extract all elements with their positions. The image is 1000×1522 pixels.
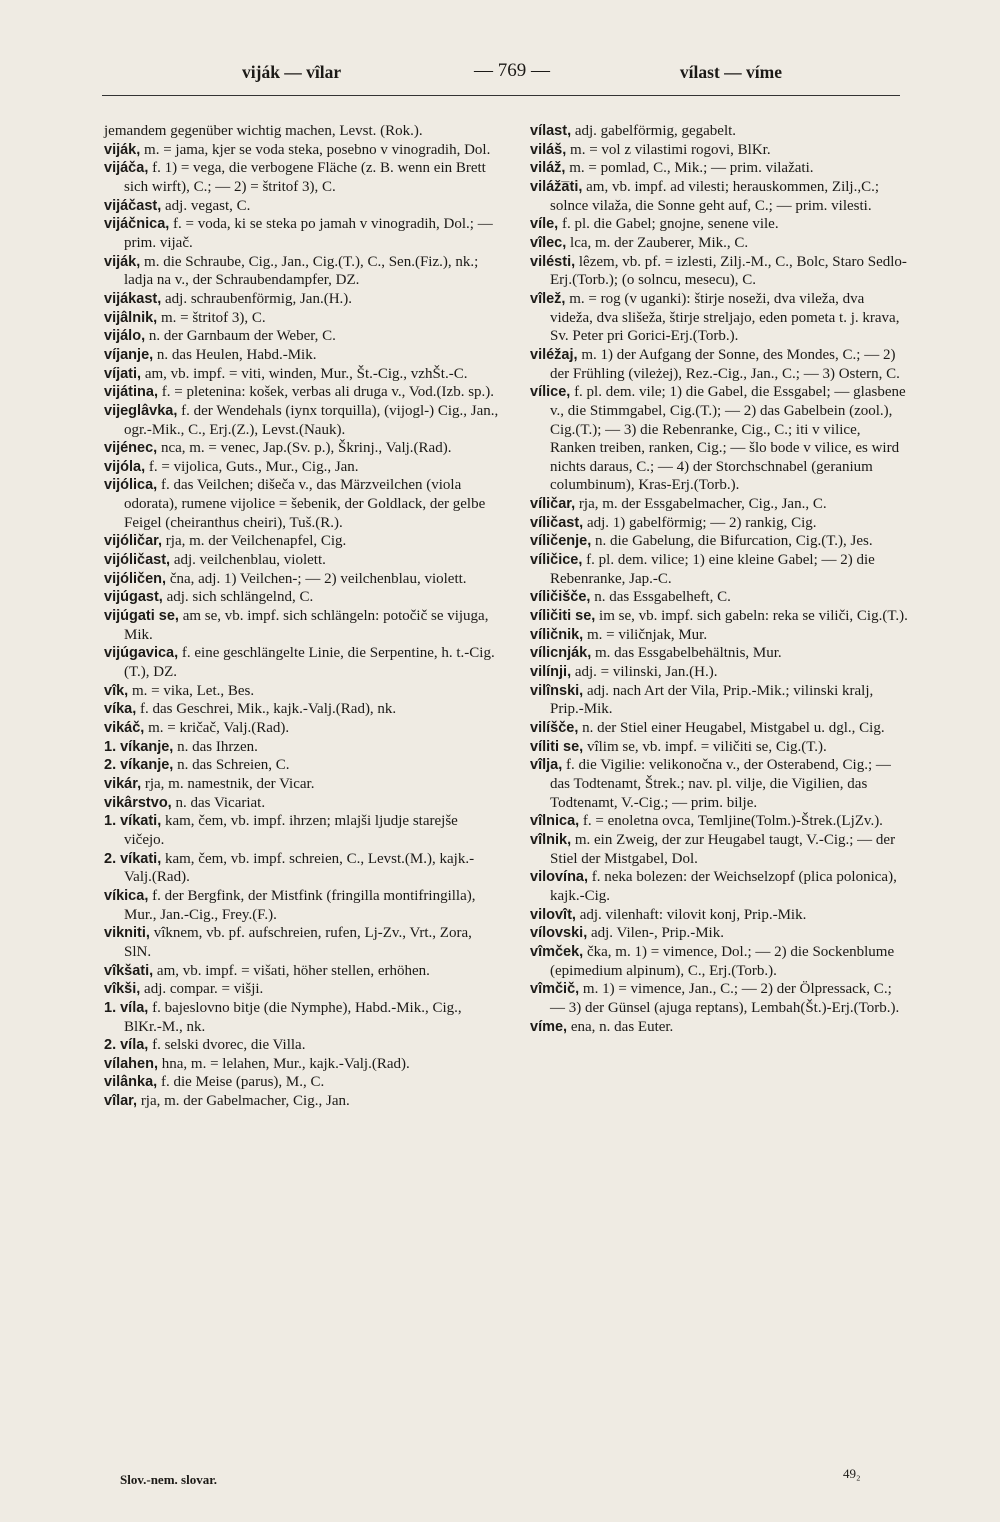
entry-definition: adj. Vilen-, Prip.-Mik. (587, 925, 724, 942)
entry-definition: m. = pomlad, C., Mik.; — prim. vilažati. (565, 160, 814, 177)
dictionary-entry (104, 756, 500, 775)
entry-definition: m. 1) = vimence, Jan., C.; — 2) der Ölpressack, C.; — 3) der Günsel (ajuga reptans), Lembah(Št.)-Erj.(Torb.). (550, 981, 900, 1016)
entry-definition: čka, m. 1) = vimence, Dol.; — 2) die Sockenblume (epimedium alpinum), C., Erj.(Torb.). (550, 943, 895, 979)
entry-definition: n. das Schreien, C. (173, 757, 290, 774)
entry-headword: 1. víkanje, (104, 738, 174, 755)
dictionary-entry (104, 775, 500, 794)
entry-definition: am, vb. impf. ad vilesti; herauskommen, Zilj.,C.; solnce vilaža, die Sonne geht auf, C.; — prim. vilesti. (550, 178, 880, 214)
entry-definition: m. 1) der Aufgang der Sonne, des Mondes, C.; — 2) der Frühling (vileżej), Rez.-Cig., Jan., C.; — 3) Ostern, C. (550, 346, 900, 382)
entry-definition: m. die Schraube, Cig., Jan., Cig.(T.), C., Sen.(Fiz.), nk.; ladja na v., der Schraubendampfer, DZ. (124, 253, 479, 289)
entry-definition: adj. = vilinski, Jan.(H.). (571, 664, 718, 681)
entry-definition: f. neka bolezen: der Weichselzopf (plica polonica), kajk.-Cig. (550, 869, 897, 904)
entry-headword: 2. víkanje, (104, 757, 174, 774)
entry-definition: adj. veilchenblau, violett. (170, 552, 326, 569)
entry-definition: adj. compar. = višji. (140, 981, 264, 998)
dictionary-entry (104, 1092, 500, 1111)
entry-headword: vilínji, (530, 664, 572, 681)
entry-headword: viláž, (530, 160, 566, 177)
dictionary-entry (104, 309, 500, 328)
entry-definition: f. die Vigilie: velikonočna v., der Osterabend, Cig.; — das Todtenamt, Štrek.; nav. pl. vilje, die Vigilien, das Todtenamt, V.-Cig.; — prim. bilje. (550, 757, 891, 811)
entry-headword: vijúgavica, (104, 645, 179, 662)
entry-definition: f. der Wendehals (iynx torquilla), (vijogl-) Cig., Jan., ogr.-Mik., C., Erj.(Z.), Levst.(Nauk). (124, 402, 499, 438)
entry-headword: vílovski, (530, 925, 588, 942)
entry-headword: vilânka, (104, 1074, 158, 1091)
entry-definition: m. = jama, kjer se voda steka, posebno v vinogradih, Dol. (140, 141, 491, 158)
entry-headword: vijóla, (104, 458, 146, 475)
entry-definition: n. das Essgabelheft, C. (590, 589, 731, 606)
entry-headword: vílice, (530, 384, 571, 401)
dictionary-entry (530, 831, 908, 868)
entry-headword: vîk, (104, 682, 129, 699)
entry-headword: vílahen, (104, 1055, 158, 1072)
entry-definition: adj. nach Art der Vila, Prip.-Mik.; vilinski kralj, Prip.-Mik. (550, 682, 874, 718)
dictionary-entry (530, 626, 908, 645)
entry-headword: vijákast, (104, 290, 162, 307)
dictionary-entry (530, 682, 908, 719)
entry-headword: 1. víla, (104, 999, 149, 1016)
entry-headword: víličišče, (530, 589, 591, 606)
entry-headword: víličar, (530, 496, 576, 513)
dictionary-entry (104, 962, 500, 981)
entry-definition: vîlim se, vb. impf. = viličiti se, Cig.(T.). (583, 738, 827, 755)
dictionary-entry (530, 588, 908, 607)
dictionary-entry (104, 570, 500, 589)
entry-definition: f. das Geschrei, Mik., kajk.-Valj.(Rad), nk. (136, 701, 397, 718)
entry-headword: vîmčič, (530, 981, 580, 998)
entry-definition: im se, vb. impf. sich gabeln: reka se viliči, Cig.(T.). (595, 608, 908, 625)
entry-definition: f. pl. dem. vilice; 1) eine kleine Gabel; — 2) die Rebenranke, Jap.-C. (550, 552, 875, 587)
entry-definition: lêzem, vb. pf. = izlesti, Zilj.-M., C., Bolc, Staro Sedlo-Erj.(Torb.); (o solncu, mesecu), C. (550, 253, 907, 289)
entry-definition: n. das Ihrzen. (173, 738, 258, 755)
dictionary-entry (530, 719, 908, 738)
dictionary-entry (104, 738, 500, 757)
entry-headword: vijólica, (104, 477, 158, 494)
dictionary-entry (530, 756, 908, 812)
dictionary-entry (104, 215, 500, 252)
entry-headword: vilînski, (530, 682, 584, 699)
entry-headword: víličast, (530, 514, 584, 531)
entry-definition: čna, adj. 1) Veilchen-; — 2) veilchenblau, violett. (166, 570, 467, 587)
entry-headword: vîlnik, (530, 831, 572, 848)
entry-definition: m. das Essgabelbehältnis, Mur. (591, 645, 782, 662)
entry-definition: n. der Stiel einer Heugabel, Mistgabel u. dgl., Cig. (578, 720, 885, 736)
header-left: viják — vîlar (242, 62, 342, 82)
entry-headword: vílast, (530, 123, 572, 139)
entry-headword: 2. víla, (104, 1037, 149, 1054)
dictionary-entry (104, 644, 500, 681)
dictionary-entry (530, 943, 908, 980)
dictionary-entry (530, 290, 908, 346)
entry-definition: f. pl. dem. vile; 1) die Gabel, die Essgabel; — glasbene v., die Stimmgabel, Cig.(T.); — 2) das Gabelbein (zool.), Cig.(T.); — 3) die Rebenranke, Cig., C.; iti v vilice, Ranken treiben, ranken, Cig.; — šlo bode v vilice, es wird nichts daraus, C.; — 4) der Storchschnabel (geranium columbinum), Kras-Erj.(Torb.). (550, 384, 906, 494)
entry-definition: jemandem gegenüber wichtig machen, Levst. (Rok.). (104, 123, 423, 139)
entry-headword: viláš, (530, 141, 567, 158)
dictionary-entry (530, 980, 908, 1017)
dictionary-entry (104, 887, 500, 924)
dictionary-entry (104, 812, 500, 849)
dictionary-entry (104, 458, 500, 477)
entry-headword: vikár, (104, 775, 142, 792)
entry-headword: víličenje, (530, 533, 592, 550)
entry-headword: víličiti se, (530, 608, 596, 625)
entry-definition: m. = vol z vilastimi rogovi, BlKr. (566, 141, 771, 158)
dictionary-entry (530, 215, 908, 234)
dictionary-entry (104, 700, 500, 719)
entry-definition: rja, m. der Gabelmacher, Cig., Jan. (137, 1093, 350, 1110)
dictionary-entry (104, 999, 500, 1036)
dictionary-entry (530, 514, 908, 533)
dictionary-entry (104, 682, 500, 701)
entry-definition: hna, m. = lelahen, Mur., kajk.-Valj.(Rad). (158, 1055, 410, 1072)
entry-headword: 2. víkati, (104, 850, 162, 867)
entry-headword: vilésti, (530, 253, 576, 270)
entry-definition: f. = voda, ki se steka po jamah v vinogradih, Dol.; — prim. vijač. (124, 216, 493, 251)
entry-definition: adj. vegast, C. (161, 197, 251, 214)
entry-definition: f. die Meise (parus), M., C. (157, 1074, 325, 1091)
dictionary-entry (104, 365, 500, 384)
entry-definition: adj. 1) gabelförmig; — 2) rankig, Cig. (583, 514, 817, 531)
entry-definition: n. der Garnbaum der Weber, C. (145, 328, 336, 345)
entry-definition: adj. sich schlängelnd, C. (162, 589, 314, 606)
entry-definition: rja, m. der Veilchenapfel, Cig. (162, 533, 347, 550)
entry-definition: f. der Bergfink, der Mistfink (fringilla montifringilla), Mur., Jan.-Cig., Frey.(F.). (124, 887, 476, 923)
entry-headword: vilovît, (530, 906, 576, 923)
entry-headword: víle, (530, 216, 559, 233)
dictionary-entry (530, 663, 908, 682)
page-header (102, 62, 902, 92)
entry-definition: f. das Veilchen; dišeča v., das Märzveilchen (viola odorata), rumene vijolice = šebenik, der Goldlack, der gelbe Feigel (cheiranthus cheiri), Tuš.(R.). (124, 477, 486, 531)
dictionary-entry (104, 719, 500, 738)
dictionary-entry (104, 794, 500, 813)
dictionary-entry (104, 439, 500, 458)
entry-headword: vîkšati, (104, 962, 154, 979)
dictionary-entry (530, 551, 908, 588)
entry-headword: vijátina, (104, 384, 158, 401)
entry-headword: vijúgati se, (104, 608, 179, 625)
dictionary-entry (530, 532, 908, 551)
entry-headword: vijénec, (104, 440, 158, 457)
entry-headword: vijâlnik, (104, 309, 158, 326)
entry-headword: vílicnják, (530, 645, 592, 662)
entry-headword: vijálo, (104, 328, 146, 345)
entry-definition: rja, m. namestnik, der Vicar. (141, 775, 315, 792)
dictionary-entry (104, 924, 500, 961)
dictionary-entry (104, 1055, 500, 1074)
dictionary-entry (104, 1073, 500, 1092)
entry-definition: n. das Vicariat. (171, 794, 266, 811)
entry-definition: f. = pletenina: košek, verbas ali druga v., Vod.(Izb. sp.). (158, 384, 495, 401)
dictionary-entry (530, 383, 908, 495)
entry-headword: víka, (104, 701, 137, 718)
entry-headword: vîkši, (104, 981, 141, 998)
header-right: vílast — víme (679, 62, 782, 82)
dictionary-entry (530, 122, 908, 141)
entry-headword: vîlež, (530, 290, 566, 307)
entry-headword: vijóličen, (104, 570, 167, 587)
entry-headword: vijeglâvka, (104, 402, 178, 419)
entry-headword: vilovína, (530, 869, 589, 886)
dictionary-entry (104, 141, 500, 160)
entry-headword: viléžaj, (530, 346, 578, 363)
dictionary-entry (530, 346, 908, 383)
footer-signature: Slov.-nem. slovar. (120, 1472, 218, 1487)
dictionary-entry (104, 327, 500, 346)
entry-definition: m. = kričač, Valj.(Rad). (144, 720, 290, 736)
dictionary-entry (104, 588, 500, 607)
entry-headword: vijáčnica, (104, 216, 170, 233)
dictionary-entry (104, 253, 500, 290)
entry-definition: f. 1) = vega, die verbogene Fläche (z. B. wenn ein Brett sich wirft), C.; — 2) = štritof 3), C. (124, 160, 486, 195)
header-rule (102, 95, 900, 96)
entry-headword: vîlar, (104, 1093, 138, 1110)
right-column (530, 122, 908, 1036)
entry-definition: m. ein Zweig, der zur Heugabel taugt, V.-Cig.; — der Stiel der Mistgabel, Dol. (550, 831, 896, 867)
entry-headword: víličice, (530, 552, 583, 569)
entry-headword: viják, (104, 253, 141, 270)
entry-definition: am, vb. impf. = višati, höher stellen, erhöhen. (153, 962, 430, 979)
entry-headword: víličnik, (530, 626, 584, 643)
entry-definition: f. = enoletna ovca, Temljine(Tolm.)-Štrek.(LjZv.). (579, 813, 883, 830)
entry-headword: vikârstvo, (104, 794, 172, 811)
dictionary-entry (530, 812, 908, 831)
dictionary-entry (104, 159, 500, 196)
dictionary-entry (530, 495, 908, 514)
entry-definition: n. das Heulen, Habd.-Mik. (153, 346, 317, 363)
entry-definition: f. = vijolica, Guts., Mur., Cig., Jan. (145, 458, 359, 475)
entry-definition: kam, čem, vb. impf. schreien, C., Levst.(M.), kajk.-Valj.(Rad). (124, 850, 475, 886)
entry-headword: vîmček, (530, 943, 584, 960)
entry-headword: vîlec, (530, 234, 567, 251)
dictionary-entry (104, 532, 500, 551)
entry-definition: adj. vilenhaft: vilovit konj, Prip.-Mik. (575, 906, 807, 923)
entry-definition: adj. gabelförmig, gegabelt. (571, 123, 737, 139)
entry-headword: víjanje, (104, 346, 154, 363)
dictionary-entry (530, 607, 908, 626)
entry-headword: vilíšče, (530, 720, 579, 736)
dictionary-entry (530, 906, 908, 925)
entry-definition: f. pl. die Gabel; gnojne, senene vile. (558, 216, 779, 233)
entry-headword: viják, (104, 141, 141, 158)
page-number: — 769 — (474, 60, 550, 81)
dictionary-entry (104, 551, 500, 570)
entry-headword: víkica, (104, 887, 149, 904)
footer-sheet-number: 49₂ (843, 1466, 861, 1481)
dictionary-entry (104, 346, 500, 365)
entry-headword: vijáča, (104, 160, 149, 177)
entry-definition: lca, m. der Zauberer, Mik., C. (566, 234, 749, 251)
entry-definition: m. = viličnjak, Mur. (583, 626, 708, 643)
entry-definition: vîknem, vb. pf. aufschreien, rufen, Lj-Zv., Vrt., Zora, SlN. (124, 925, 472, 960)
dictionary-entry (104, 1036, 500, 1055)
entry-definition: m. = rog (v uganki): štirje noseži, dva vileža, dva videža, dva slišeža, štirje streljajo, eden pometa t. j. krava, Sv. Peter pri Gorici-Erj.(Torb.). (550, 290, 900, 345)
entry-headword: vîlnica, (530, 813, 580, 830)
dictionary-entry (104, 122, 500, 141)
entry-headword: víme, (530, 1018, 568, 1035)
dictionary-entry (104, 850, 500, 887)
entry-definition: nca, m. = venec, Jap.(Sv. p.), Škrinj., Valj.(Rad). (157, 440, 452, 457)
dictionary-entry (530, 868, 908, 905)
entry-headword: vijúgast, (104, 589, 163, 606)
left-column (104, 122, 500, 1111)
dictionary-entry (530, 253, 908, 290)
entry-headword: vijóličar, (104, 533, 163, 550)
dictionary-entry (104, 980, 500, 999)
dictionary-entry (530, 234, 908, 253)
entry-definition: f. selski dvorec, die Villa. (148, 1037, 306, 1054)
dictionary-entry (104, 290, 500, 309)
entry-definition: f. bajeslovno bitje (die Nymphe), Habd.-Mik., Cig., BlKr.-M., nk. (124, 999, 462, 1035)
dictionary-entry (530, 141, 908, 160)
entry-definition: am, vb. impf. = viti, winden, Mur., Št.-Cig., vzhŠt.-C. (141, 365, 468, 382)
entry-headword: viláža̅ti, (530, 178, 583, 195)
entry-definition: kam, čem, vb. impf. ihrzen; mlajši ljudje starejše vičejo. (124, 813, 458, 848)
dictionary-entry (104, 607, 500, 644)
entry-definition: adj. schraubenförmig, Jan.(H.). (161, 290, 353, 307)
entry-headword: vikniti, (104, 925, 150, 942)
dictionary-entry (104, 383, 500, 402)
dictionary-entry (530, 1018, 908, 1037)
entry-headword: vîlja, (530, 757, 563, 774)
entry-headword: vijáčast, (104, 197, 162, 214)
dictionary-entry (530, 924, 908, 943)
dictionary-entry (530, 738, 908, 757)
entry-definition: n. die Gabelung, die Bifurcation, Cig.(T.), Jes. (591, 533, 873, 550)
entry-headword: 1. víkati, (104, 813, 162, 830)
dictionary-entry (104, 197, 500, 216)
dictionary-entry (530, 178, 908, 215)
entry-headword: vikáč, (104, 720, 145, 736)
dictionary-entry (530, 159, 908, 178)
dictionary-entry (104, 476, 500, 532)
entry-definition: m. = štritof 3), C. (157, 309, 266, 326)
entry-headword: víjati, (104, 365, 142, 382)
entry-headword: víliti se, (530, 738, 584, 755)
dictionary-entry (104, 402, 500, 439)
entry-definition: ena, n. das Euter. (567, 1018, 674, 1035)
entry-definition: f. eine geschlängelte Linie, die Serpentine, h. t.-Cig.(T.), DZ. (124, 645, 495, 681)
dictionary-entry (530, 644, 908, 663)
entry-headword: vijóličast, (104, 552, 171, 569)
entry-definition: rja, m. der Essgabelmacher, Cig., Jan., C. (575, 496, 827, 513)
entry-definition: am se, vb. impf. sich schlängeln: potočič se vijuga, Mik. (124, 608, 489, 643)
entry-definition: m. = vika, Let., Bes. (128, 682, 255, 699)
